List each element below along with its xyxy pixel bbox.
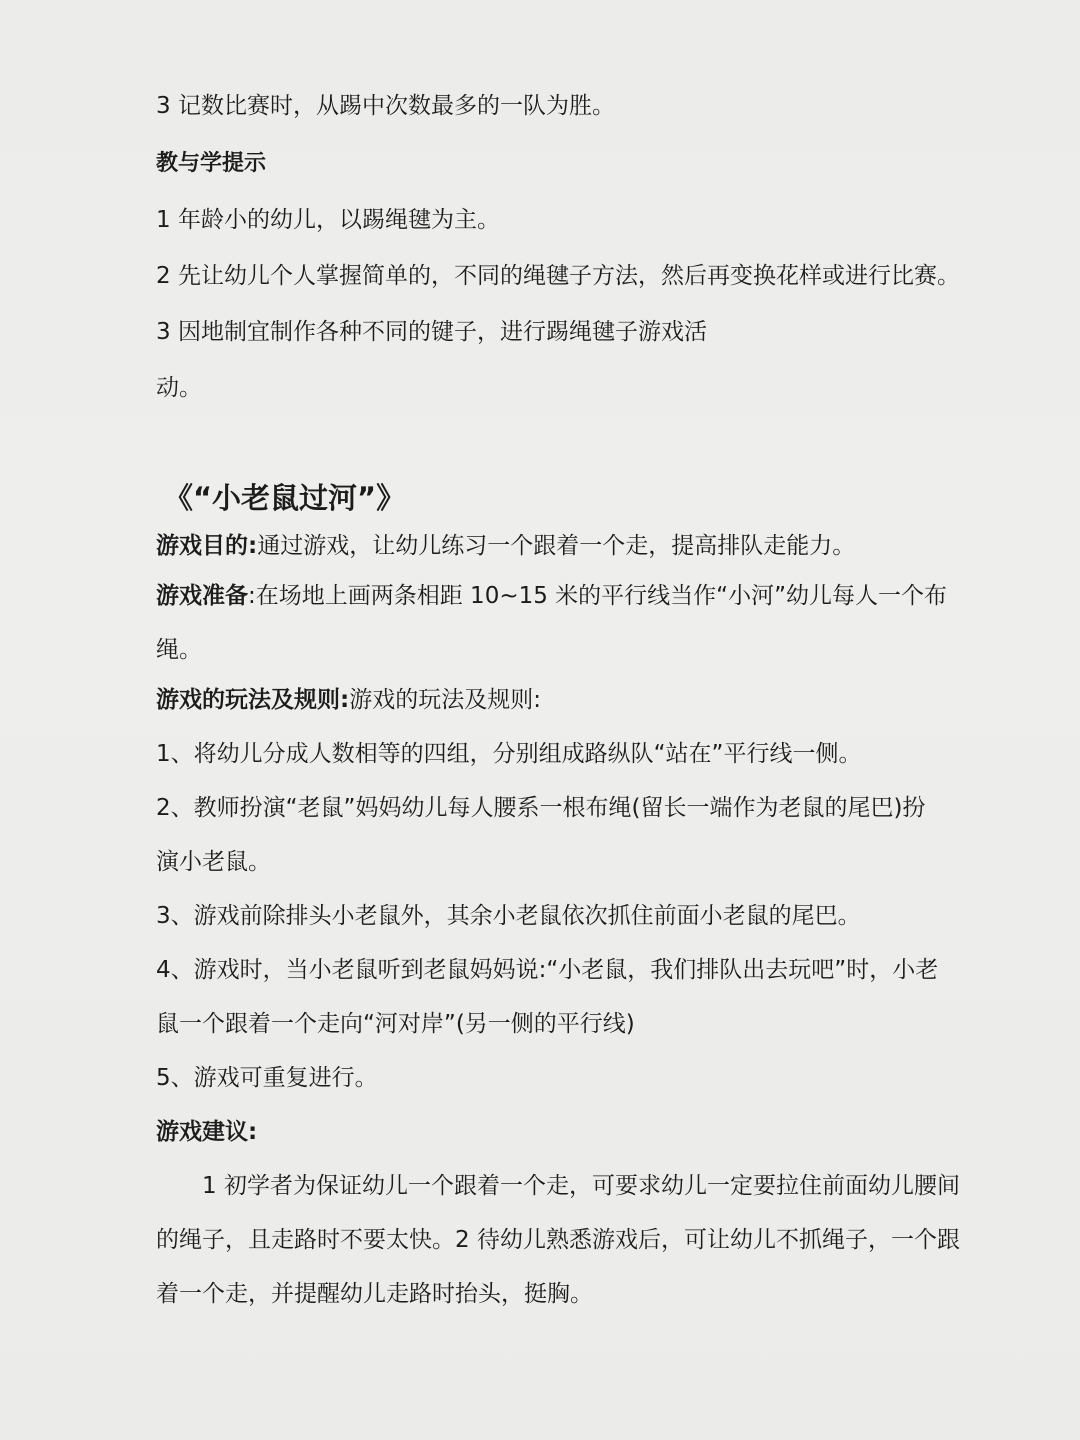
suggest-line-1: 1 初学者为保证幼儿一个跟着一个走，可要求幼儿一定要拉住前面幼儿腰间 — [202, 1173, 960, 1199]
rule-item-5: 5、游戏可重复进行。 — [156, 1065, 378, 1091]
rules-text: 游戏的玩法及规则: — [349, 687, 541, 713]
purpose-label: 游戏目的: — [156, 533, 258, 559]
tip-line-2: 2 先让幼儿个人掌握简单的，不同的绳毽子方法，然后再变换花样或进行比赛。 — [156, 263, 960, 289]
rule-item-2: 2、教师扮演“老鼠”妈妈幼儿每人腰系一根布绳(留长一端作为老鼠的尾巴)扮 — [156, 795, 926, 821]
rule-line-3: 3 记数比赛时，从踢中次数最多的一队为胜。 — [156, 93, 615, 119]
game-purpose — [156, 530, 980, 562]
tips-heading: 教与学提示 — [156, 151, 267, 176]
suggest-line-3: 着一个走，并提醒幼儿走路时抬头，挺胸。 — [156, 1281, 593, 1307]
tip-line-1: 1 年龄小的幼儿，以踢绳毽为主。 — [156, 207, 500, 233]
rules-label: 游戏的玩法及规则: — [156, 687, 350, 713]
game-rules-heading — [156, 684, 980, 716]
game-preparation — [156, 580, 980, 612]
suggest-line-2: 的绳子，且走路时不要太快。2 待幼儿熟悉游戏后，可让幼儿不抓绳子，一个跟 — [156, 1227, 960, 1253]
rule-item-3: 3、游戏前除排头小老鼠外，其余小老鼠依次抓住前面小老鼠的尾巴。 — [156, 903, 861, 929]
prep-text: :在场地上画两条相距 10~15 米的平行线当作“小河”幼儿每人一个布 — [248, 583, 948, 609]
rule-item-2-continued: 演小老鼠。 — [156, 849, 271, 875]
game-title: 《“小老鼠过河”》 — [164, 481, 406, 515]
tip-line-3: 3 因地制宜制作各种不同的键子，进行踢绳毽子游戏活 — [156, 319, 707, 345]
tip-line-3-continued: 动。 — [156, 375, 202, 401]
rule-item-4-continued: 鼠一个跟着一个走向“河对岸”(另一侧的平行线) — [156, 1011, 635, 1037]
purpose-text: 通过游戏，让幼儿练习一个跟着一个走，提高排队走能力。 — [257, 533, 856, 559]
rule-item-4: 4、游戏时，当小老鼠听到老鼠妈妈说:“小老鼠，我们排队出去玩吧”时，小老 — [156, 957, 939, 983]
game-preparation-continued: 绳。 — [156, 637, 202, 663]
suggest-heading: 游戏建议: — [156, 1119, 258, 1145]
rule-item-1: 1、将幼儿分成人数相等的四组，分别组成路纵队“站在”平行线一侧。 — [156, 741, 862, 767]
prep-label: 游戏准备 — [156, 583, 248, 609]
